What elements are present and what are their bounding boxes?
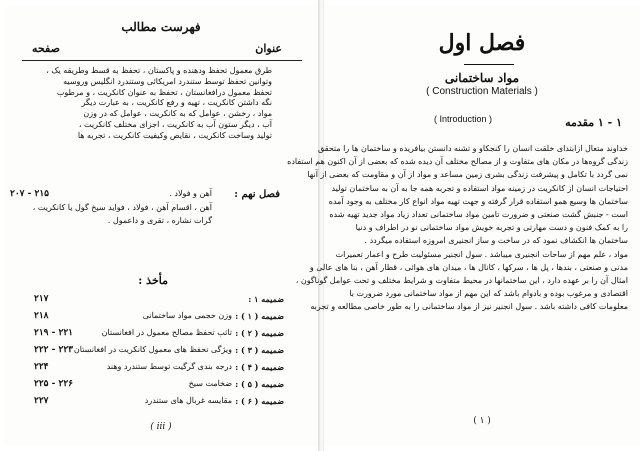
body-line: را به کمک فنون و دست مهارتی و تجربه خویش مواد ساختمانی نو در اطراف و دنیا [355,223,628,233]
body-line: خداوند متعال ازابتدای خلقت انسان را کنجکاو و تشنه دانستن بیافریده و ساختمان ها را متحقق [318,144,628,153]
toc-sources-label: مأخذ : [138,274,168,287]
toc-page [4,6,318,446]
appendix-label: ضمیمه ( ۵ ) : [235,379,284,389]
appendix-page: ۲۲۵ - ۲۲۶ [34,379,74,389]
summary-line: وتوانین تحفظ توسط ستندرد امریکائی وستندرد انگلیس وروسیه [63,76,272,86]
appendix-label: ضمیمه ( ۶ ) : [235,396,284,406]
appendix-page: ۲۲۴ [34,362,49,372]
body-line: احتیاجات انسان از کانکریت در زمینه مواد استفاده و تجربه همه جا به آن به ساختمان تولید [331,183,628,193]
appendix-title: وزن حجمی مواد ساختمانی [142,311,232,320]
toc-title: فهرست مطالب [121,20,201,34]
toc-appendix-row [34,345,284,362]
toc-appendix-row [34,362,284,379]
toc-chapter-pages: ۲۰۷ - ۲۱۵ [10,189,50,199]
toc-chapter-topics: آهن ، اقسام آهن ، فولاد ، فواید سیخ گول یا کانکریت ، [32,203,212,212]
toc-chapter-title: فصل نهم : [234,189,280,200]
appendix-title: ویژگی تحفظ های معمول کانکریت در افغانستان [73,345,232,354]
appendix-page: ۲۲۲ - ۲۲۳ [34,345,74,355]
page-number: ( ۱ ) [473,416,491,426]
appendix-page: ۲۱۹ - ۲۲۱ [34,328,74,338]
appendix-title: درجه بندی گرگیت توسط ستندرد وهند [106,362,232,371]
section-heading-english: ( Introduction ) [434,114,493,124]
toc-appendix-row [34,311,284,328]
chapter-heading-underline [464,64,514,65]
toc-appendix-list [34,294,284,413]
toc-appendix-row [34,396,284,413]
chapter-heading: فصل اول [438,30,526,56]
body-line: نمی گردد با تکامل و پیشرفت زندگی بشری زمین مساعد و مواد از آن و مقاومت که بعضی از آنها [307,170,628,180]
appendix-title: تاثب تحفظ مصالح معمول در افغانستان [101,328,232,337]
toc-column-title: عنوان [255,42,282,55]
toc-chapter-summary [46,66,272,142]
summary-line: تولید وساخت کانکریت ، نقایص وکیفیت کانکریت ، تجربه ها [77,130,272,140]
toc-appendix-row [34,294,284,311]
toc-chapter-subtitle: آهن و فولاد . [169,189,212,198]
toc-chapter-topics: گرات نشاره ، تقری و داعمول . [107,216,212,225]
body-line: است - جنبش گشت صنعتی و ضرورت تامین مواد ساختمانی تعداد زیاد مواد جدید تهیه شده [329,210,628,220]
body-line: امثال آن را بر عهده دارد ، این ساختمانها در محیط متفاوت و شرایط مختلف و تحت عوامل گوناگون ، [295,276,628,286]
toc-column-page: صفحه [32,42,60,55]
chapter-page [287,6,640,446]
toc-appendix-row [34,328,284,345]
appendix-page: ۲۲۷ [34,396,49,406]
summary-line: مواد ، رخشن ، عوامل که به کانکریت ، عوامل که در وزن [83,109,272,119]
body-line: زندگی گروه‌ها در مکان های متفاوت و از مصالح مختلف آن دیده شده که بعضی از آن اکنون هم استفاده [287,157,628,167]
appendix-label: ضمیمه ( ۳ ) : [235,345,284,355]
body-line: ساختمان ها انکشاف نمود که در ساخت و ساز انجنیری امروزه استفاده میگردد . [364,236,628,246]
summary-line: تحفظ معمول درافغانستان ، تحفظ به عنوان کانکریت ، و مرطوب [56,87,272,97]
page-number: ( iii ) [150,422,172,432]
toc-header-rule [22,60,302,61]
body-line: اقتصادی و مرغوب بوده و بادوام باشد که این مهم از مواد ساختمانی مورد ضرورت با [349,289,628,299]
body-line: معلومات کافی داشته باشد . سول انجنیر نیز از مواد ساختمانی را به طور خاصی مطالعه و تجربه [310,302,628,312]
toc-chapter-entry [10,189,280,229]
body-line: مواد ، علم مهم از ساحات انجنیری میباشد . سول انجنیر مسئولیت طرح و اعمار تعمیرات [335,249,628,259]
appendix-title: مقایسه غربال های ستندرد [144,396,232,405]
summary-line: طرق معمول تحفظ ودهنده و پاکستان ، تحفظ به قسط وطریقه یک ، [46,66,272,75]
appendix-label: ضمیمه ( ۲ ) : [235,328,284,338]
appendix-label: ضمیمه ( ۴ ) : [235,362,284,372]
appendix-page: ۲۱۸ [34,311,49,321]
appendix-label: ضمیمه ۱ : [248,294,284,304]
appendix-label: ضمیمه ( ۱ ) : [235,311,284,321]
body-line: ساختمان ها وسیع همو استفاده قرار گرفته و جهت تهیه مواد انواع کار مختلف به وجود آمده [328,196,628,206]
chapter-subject: مواد ساختمانی [444,71,520,85]
summary-line: آب ، دیگر ستون آب به کانکریت ، اجزای مختلف کانکریت ، [78,119,272,129]
body-line: مدنی و صنعتی ، بندها ، پل ها ، سرکها ، کانال ها ، میدان های هوائی ، قطار آهن ، بنا های عالی و [309,262,628,272]
summary-line: نگه داشتن کانکریت ، تهیه و رفع کانکریت ، به عبارت دیگر [81,98,272,108]
toc-appendix-row [34,379,284,396]
chapter-body [287,142,628,314]
appendix-title: ضخامت سیخ [188,379,232,388]
appendix-page: ۲۱۷ [34,294,49,304]
section-heading: ۱ - ۱ مقدمه [565,116,622,129]
chapter-subject-english: ( Construction Materials ) [426,86,538,97]
toc-header [22,42,302,58]
